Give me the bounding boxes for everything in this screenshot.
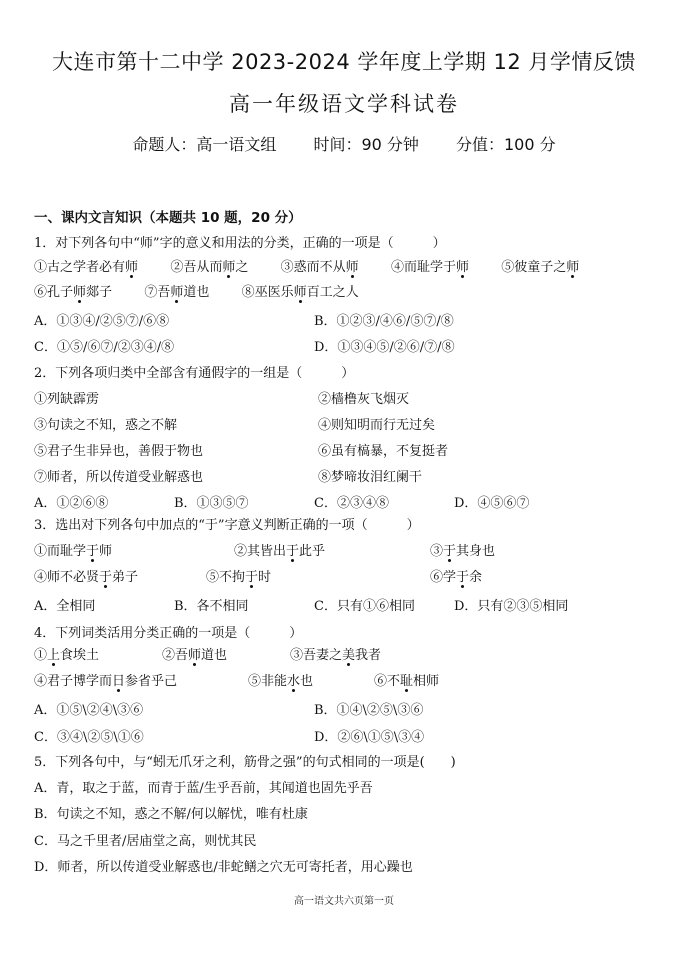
- author-info: 命题人：高一语文组: [132, 135, 277, 154]
- time-info: 时间：90 分钟: [313, 135, 419, 154]
- q4-stem: 4．下列词类活用分类正确的一项是（ ）: [34, 626, 303, 641]
- q2-option-b: B．①③⑤⑦: [174, 496, 249, 511]
- q5-stem: 5．下列各句中，与“蚓无爪牙之利，筋骨之强”的句式相同的一项是( ): [34, 755, 456, 770]
- q2-item: ⑧梦啼妆泪红阑干: [318, 470, 423, 485]
- q4-option-d: D．②⑥\①⑤\③④: [314, 730, 425, 745]
- q2-item: ⑦师者，所以传道受业解惑也: [34, 470, 204, 485]
- section-heading: 一、课内文言知识（本题共 10 题，20 分）: [34, 210, 302, 226]
- q1-item: ②吾从而师之: [170, 260, 249, 275]
- q3-item: ③于其身也: [430, 544, 496, 559]
- q1-item: ⑧巫医乐师百工之人: [241, 285, 359, 300]
- q2-option-a: A．①②⑥⑧: [34, 496, 109, 511]
- q3-option-c: C．只有①⑥相同: [314, 599, 415, 614]
- exam-meta: [0, 132, 688, 155]
- q1-option-a: A．①③④/②⑤⑦/⑥⑧: [34, 314, 170, 329]
- q1-items-row2: [34, 284, 359, 302]
- q2-item: ②樯橹灰飞烟灭: [318, 392, 410, 407]
- q3-option-d: D．只有②③⑤相同: [454, 599, 569, 614]
- q1-items-row1: [34, 259, 579, 277]
- q2-option-c: C．②③④⑧: [314, 496, 389, 511]
- q3-item: ④师不必贤于弟子: [34, 570, 139, 585]
- q1-option-b: B．①②③/④⑥/⑤⑦/⑧: [314, 314, 454, 329]
- q3-item: ②其皆出于此乎: [234, 544, 326, 559]
- exam-subtitle: 高一年级语文学科试卷: [229, 92, 459, 116]
- q3-item: ①而耻学于师: [34, 544, 113, 559]
- q1-item: ③惑而不从师: [280, 260, 359, 275]
- q3-item: ⑥学于余: [430, 570, 483, 585]
- q4-option-c: C．③④\②⑤\①⑥: [34, 730, 144, 745]
- q4-option-b: B．①④\②⑤\③⑥: [314, 703, 424, 718]
- page-footer: 高一语文共六页第一页: [294, 896, 394, 907]
- q3-option-b: B．各不相同: [174, 599, 249, 614]
- q2-stem: 2．下列各项归类中全部含有通假字的一组是（ ）: [34, 366, 355, 381]
- q4-item: ③吾妻之美我者: [290, 648, 382, 663]
- score-info: 分值：100 分: [456, 135, 556, 154]
- q3-stem: 3．选出对下列各句中加点的“于”字意义判断正确的一项（ ）: [34, 518, 420, 533]
- q2-item: ⑥虽有槁暴，不复挺者: [318, 444, 449, 459]
- q1-item: ⑤彼童子之师: [501, 260, 580, 275]
- q3-option-a: A．全相同: [34, 599, 96, 614]
- q1-item: ①古之学者必有师: [34, 260, 139, 275]
- q5-option-c: C．马之千里者/居庙堂之高，则忧其民: [34, 834, 257, 849]
- q2-option-d: D．④⑤⑥⑦: [454, 496, 530, 511]
- q1-stem: 1．对下列各句中“师”字的意义和用法的分类，正确的一项是（ ）: [34, 236, 446, 251]
- q3-item: ⑤不拘于时: [206, 570, 272, 585]
- q4-item: ⑥不耻相师: [374, 674, 440, 689]
- q1-item: ⑦吾师道也: [144, 285, 210, 300]
- q5-option-a: A．青，取之于蓝，而青于蓝/生乎吾前，其闻道也固先乎吾: [34, 781, 373, 796]
- q1-item: ⑥孔子师郯子: [34, 285, 113, 300]
- q4-item: ②吾师道也: [162, 648, 228, 663]
- q2-item: ⑤君子生非异也，善假于物也: [34, 444, 204, 459]
- q2-item: ④则知明而行无过矣: [318, 418, 436, 433]
- q4-item: ①上食埃土: [34, 648, 100, 663]
- exam-title: 大连市第十二中学 2023-2024 学年度上学期 12 月学情反馈: [52, 50, 636, 74]
- q2-item: ③句读之不知，惑之不解: [34, 418, 178, 433]
- q4-item: ⑤非能水也: [248, 674, 314, 689]
- q4-option-a: A．①⑤\②④\③⑥: [34, 703, 144, 718]
- q5-option-b: B．句读之不知，惑之不解/何以解忧，唯有杜康: [34, 807, 308, 822]
- q4-item: ④君子博学而日参省乎己: [34, 674, 178, 689]
- q1-item: ④而耻学于师: [390, 260, 469, 275]
- q1-option-c: C．①⑤/⑥⑦/②③④/⑧: [34, 340, 175, 355]
- q5-option-d: D．师者，所以传道受业解惑也/非蛇鳝之穴无可寄托者，用心躁也: [34, 860, 413, 875]
- q1-option-d: D．①③④⑤/②⑥/⑦/⑧: [314, 340, 455, 355]
- q2-item: ①列缺霹雳: [34, 392, 100, 407]
